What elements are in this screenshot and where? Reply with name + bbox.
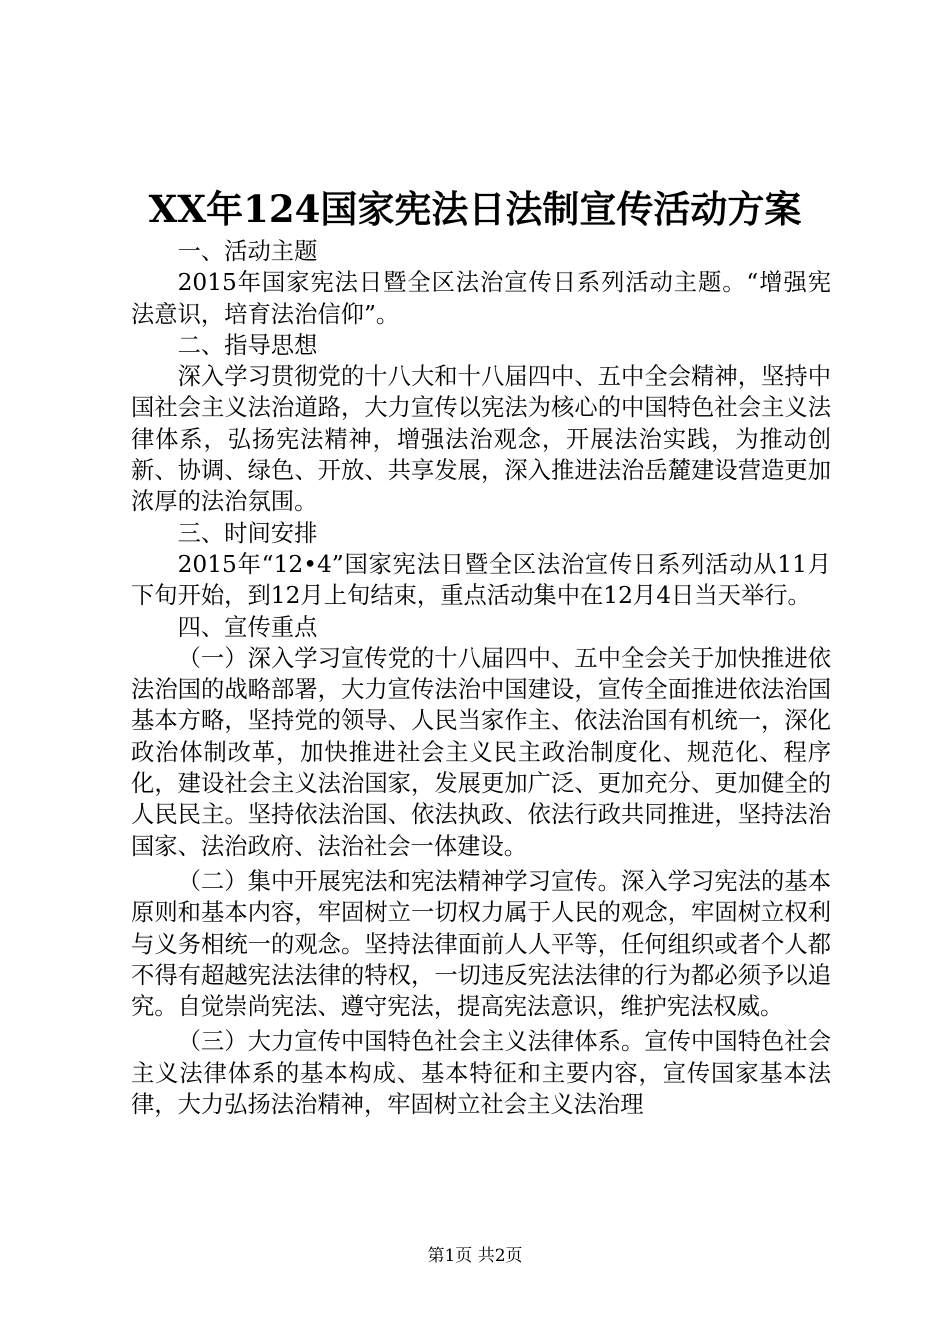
paragraph-guiding-thought: 深入学习贯彻党的十八大和十八届四中、五中全会精神，坚持中国社会主义法治道路，大力宣传以宪法为核心的中国特色社会主义法律体系，弘扬宪法精神，增强法治观念，开展法治实践，为推动创新、协调、绿色、开放、共享发展，深入推进法治岳麓建设营造更加浓厚的法治氛围。 xyxy=(131,363,831,516)
section-heading-guiding-thought: 二、指导思想 xyxy=(177,331,318,359)
paragraph-focus-3: （三）大力宣传中国特色社会主义法律体系。宣传中国特色社会主义法律体系的基本构成、基本特征和主要内容，宣传国家基本法律，大力弘扬法治精神，牢固树立社会主义法治理 xyxy=(131,1028,831,1119)
section-heading-schedule: 三、时间安排 xyxy=(177,519,318,547)
paragraph-theme: 2015年国家宪法日暨全区法治宣传日系列活动主题。“增强宪法意识，培育法治信仰”。 xyxy=(131,269,831,328)
section-heading-focus: 四、宣传重点 xyxy=(177,613,318,641)
document-title: XX年124国家宪法日法制宣传活动方案 xyxy=(148,187,802,231)
section-heading-theme: 一、活动主题 xyxy=(177,238,318,265)
paragraph-focus-2: （二）集中开展宪法和宪法精神学习宣传。深入学习宪法的基本原则和基本内容，牢固树立一切权力属于人民的观念，牢固树立权利与义务相统一的观念。坚持法律面前人人平等，任何组织或者个人都不得有超越宪法法律的特权，一切违反宪法法律的行为都必须予以追究。自觉崇尚宪法、遵守宪法，提高宪法意识，维护宪法权威。 xyxy=(131,867,831,1021)
page-number-footer: 第1页 共2页 xyxy=(427,1246,523,1266)
document-body xyxy=(131,236,831,1120)
paragraph-schedule: 2015年“12•4”国家宪法日暨全区法治宣传日系列活动从11月下旬开始，到12月上旬结束，重点活动集中在12月4日当天举行。 xyxy=(131,550,831,610)
paragraph-focus-1: （一）深入学习宣传党的十八届四中、五中全会关于加快推进依法治国的战略部署，大力宣传法治中国建设，宣传全面推进依法治国基本方略，坚持党的领导、人民当家作主、依法治国有机统一，深化政治体制改革，加快推进社会主义民主政治制度化、规范化、程序化，建设社会主义法治国家，发展更加广泛、更加充分、更加健全的人民民主。坚持依法治国、依法执政、依法行政共同推进，坚持法治国家、法治政府、法治社会一体建设。 xyxy=(131,644,831,860)
